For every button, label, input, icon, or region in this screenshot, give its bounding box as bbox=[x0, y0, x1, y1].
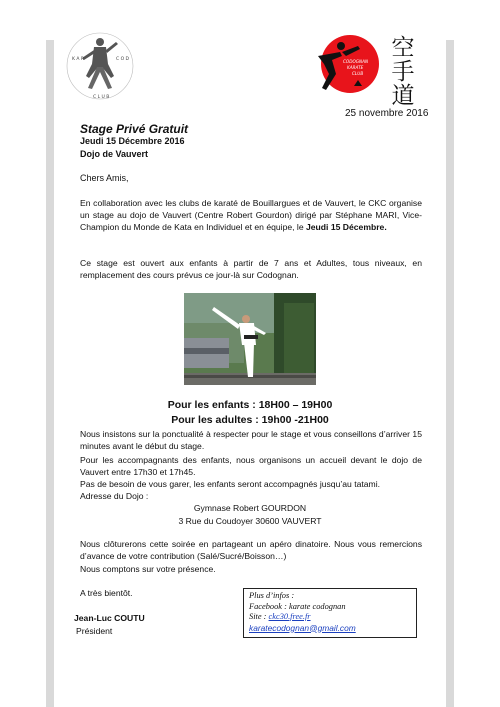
address-line-1: Gymnase Robert GOURDON bbox=[193, 503, 307, 513]
info-heading: Plus d’infos : bbox=[249, 591, 295, 600]
page-edge-right bbox=[446, 40, 454, 707]
signer-role: Président bbox=[76, 626, 113, 636]
children-schedule: Pour les enfants : 18H00 – 19H00 bbox=[167, 399, 333, 411]
address-heading: Adresse du Dojo : bbox=[80, 491, 149, 501]
site-link[interactable]: ckc30.free.fr bbox=[268, 612, 311, 621]
codognan-karate-club-logo bbox=[314, 34, 384, 96]
svg-text:CODOGNAN: CODOGNAN bbox=[343, 59, 369, 64]
info-site-label: Site : bbox=[249, 612, 269, 621]
presence-paragraph: Nous comptons sur votre présence. bbox=[80, 564, 216, 574]
svg-text:C L U B: C L U B bbox=[93, 95, 110, 100]
info-email bbox=[249, 623, 411, 635]
email-link[interactable]: karatecodognan@gmail.com bbox=[249, 622, 356, 633]
svg-text:K A R: K A R bbox=[72, 57, 85, 62]
parking-paragraph: Pas de besoin de vous garer, les enfants seront accompagnés jusqu’au tatami. bbox=[80, 479, 381, 489]
intro-text: En collaboration avec les clubs de karaté de Bouillargues et de Vauvert, le CKC organise un stage au dojo de Vauvert (Centre Robert Gourdon) dirigé par Stéphane MARI, Vice-Champion du Monde de Kata en Individuel et en équipe, le bbox=[80, 198, 422, 233]
punctuality-paragraph: Nous insistons sur la ponctualité à respecter pour le stage et vous conseillons d’arriver 15 minutes avant le début du stage. bbox=[80, 429, 422, 452]
signer-name: Jean-Luc COUTU bbox=[74, 613, 145, 623]
svg-text:C O D: C O D bbox=[116, 57, 130, 62]
info-site bbox=[249, 612, 411, 623]
intro-bold-date: Jeudi 15 Décembre. bbox=[306, 222, 387, 233]
closing-event-paragraph: Nous clôturerons cette soirée en partageant un apéro dinatoire. Nous vous remercions d’avance de votre contribution (Salé/Sucré/Boisson…) bbox=[80, 539, 422, 562]
event-title: Stage Privé Gratuit bbox=[80, 122, 189, 136]
event-date: Jeudi 15 Décembre 2016 bbox=[80, 136, 185, 146]
karate-kick-photo bbox=[184, 293, 316, 385]
svg-text:KARATE: KARATE bbox=[347, 65, 364, 70]
info-facebook: Facebook : karate codognan bbox=[249, 601, 346, 611]
address-line-2: 3 Rue du Coudoyer 30600 VAUVERT bbox=[178, 516, 322, 526]
intro-paragraph bbox=[80, 197, 422, 234]
letter-date: 25 novembre 2016 bbox=[345, 108, 429, 119]
info-box bbox=[243, 588, 417, 638]
page-edge-left bbox=[46, 40, 54, 707]
welcome-paragraph: Pour les accompagnants des enfants, nous organisons un accueil devant le dojo de Vauvert entre 17h30 et 17h45. bbox=[80, 455, 422, 478]
svg-text:CLUB: CLUB bbox=[352, 71, 364, 76]
kanji-karatedo: 空手道 bbox=[391, 35, 415, 109]
closing-line: A très bientôt. bbox=[80, 588, 133, 598]
karate-fighter-icon bbox=[64, 30, 136, 102]
greeting: Chers Amis, bbox=[80, 173, 129, 183]
audience-paragraph: Ce stage est ouvert aux enfants à partir de 7 ans et Adultes, tous niveaux, en remplacement des cours prévus ce jour-là sur Codognan. bbox=[80, 258, 422, 281]
event-place: Dojo de Vauvert bbox=[80, 149, 149, 159]
adults-schedule: Pour les adultes : 19h00 -21H00 bbox=[171, 414, 329, 426]
